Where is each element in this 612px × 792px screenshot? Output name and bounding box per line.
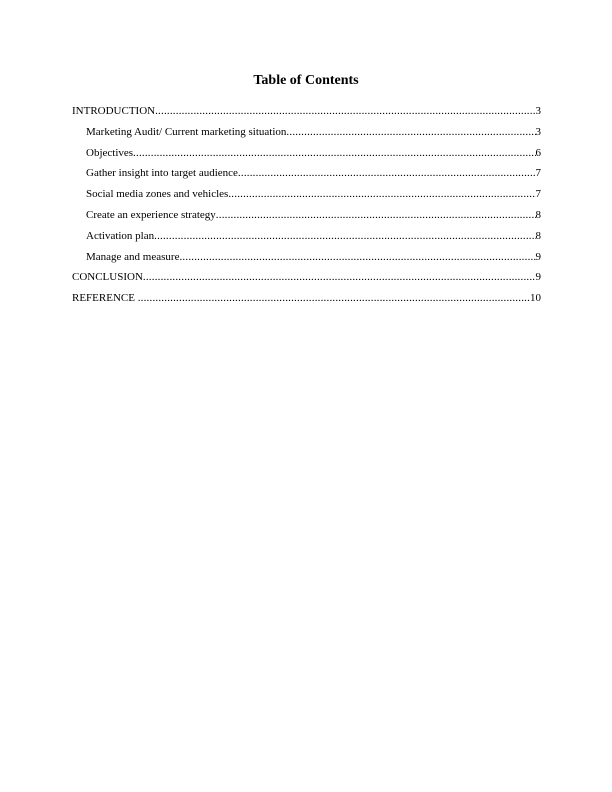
toc-entry-label: CONCLUSION xyxy=(72,271,143,284)
toc-entry-page-number: 8 xyxy=(535,229,541,242)
toc-entry-label: Create an experience strategy xyxy=(86,208,216,221)
toc-dot-leader xyxy=(179,247,535,268)
toc-entry-target-audience[interactable] xyxy=(72,163,541,184)
toc-dot-leader xyxy=(155,101,535,122)
toc-entry-label: Social media zones and vehicles xyxy=(86,188,229,201)
toc-entry-page-number: 10 xyxy=(530,292,541,305)
toc-entry-manage-and-measure[interactable] xyxy=(72,247,541,268)
toc-dot-leader xyxy=(228,184,535,205)
toc-entry-page-number: 3 xyxy=(535,105,541,117)
toc-entry-objectives[interactable] xyxy=(72,143,541,164)
toc-entry-conclusion[interactable] xyxy=(72,267,541,288)
toc-entry-experience-strategy[interactable] xyxy=(72,205,541,226)
toc-entry-label: Objectives xyxy=(86,146,134,159)
toc-dot-leader xyxy=(143,267,536,288)
toc-dot-leader xyxy=(154,226,535,247)
toc-dot-leader xyxy=(216,205,536,226)
toc-dot-leader xyxy=(138,288,530,309)
toc-entry-page-number: 9 xyxy=(535,250,541,263)
toc-entry-page-number: 9 xyxy=(535,271,541,284)
toc-entry-page-number: 7 xyxy=(535,188,541,201)
toc-entry-label: Manage and measure xyxy=(86,250,180,263)
toc-entry-page-number: 8 xyxy=(535,208,541,221)
toc-title: Table of Contents xyxy=(253,73,359,88)
toc-entry-social-media-zones[interactable] xyxy=(72,184,541,205)
toc-dot-leader xyxy=(133,143,535,164)
toc-entry-page-number: 6 xyxy=(535,146,541,159)
toc-entry-page-number: 3 xyxy=(535,125,541,138)
toc-dot-leader xyxy=(286,122,535,143)
toc-entry-introduction[interactable] xyxy=(72,101,541,122)
toc-entry-page-number: 7 xyxy=(535,167,541,180)
toc-entry-activation-plan[interactable] xyxy=(72,226,541,247)
toc-entry-label: Activation plan xyxy=(86,229,155,242)
toc-entry-marketing-audit[interactable] xyxy=(72,122,541,143)
toc-dot-leader xyxy=(238,163,536,184)
toc-entry-reference[interactable] xyxy=(72,288,541,309)
toc-entry-label: INTRODUCTION xyxy=(72,105,156,117)
toc-list xyxy=(72,101,541,309)
toc-entry-label: Gather insight into target audience xyxy=(86,167,238,180)
toc-entry-label: REFERENCE xyxy=(72,292,138,305)
toc-entry-label: Marketing Audit/ Current marketing situation xyxy=(86,125,287,138)
